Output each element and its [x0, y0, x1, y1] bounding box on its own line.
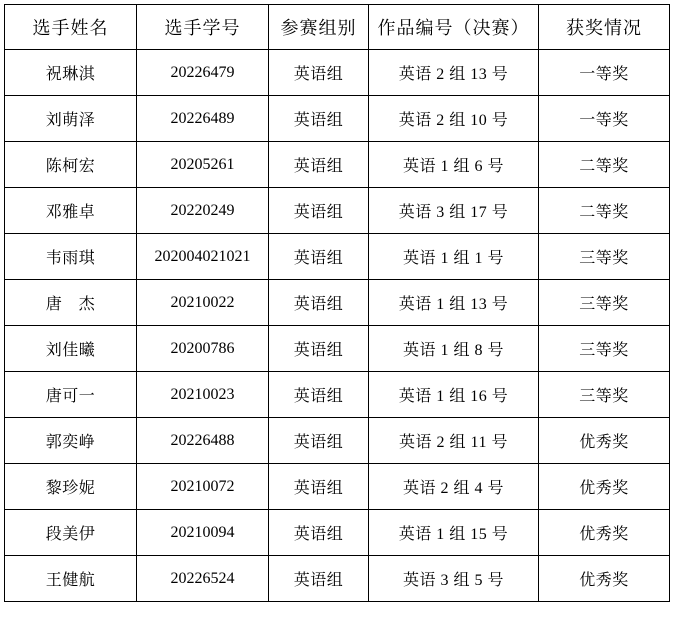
cell-award: 优秀奖 [539, 510, 670, 556]
table-row [5, 510, 670, 556]
cell-award: 三等奖 [539, 326, 670, 372]
cell-work-number: 英语 1 组 15 号 [369, 510, 539, 556]
table-row [5, 464, 670, 510]
cell-work-number: 英语 2 组 4 号 [369, 464, 539, 510]
cell-work-number: 英语 1 组 13 号 [369, 280, 539, 326]
cell-student-id: 20205261 [137, 142, 269, 188]
cell-name: 刘佳曦 [5, 326, 137, 372]
cell-group: 英语组 [269, 142, 369, 188]
cell-work-number: 英语 1 组 16 号 [369, 372, 539, 418]
cell-student-id: 202004021021 [137, 234, 269, 280]
cell-work-number: 英语 1 组 1 号 [369, 234, 539, 280]
cell-group: 英语组 [269, 188, 369, 234]
cell-award: 优秀奖 [539, 464, 670, 510]
cell-group: 英语组 [269, 96, 369, 142]
cell-group: 英语组 [269, 234, 369, 280]
table-row [5, 280, 670, 326]
table-row [5, 50, 670, 96]
cell-student-id: 20210022 [137, 280, 269, 326]
cell-group: 英语组 [269, 372, 369, 418]
cell-work-number: 英语 1 组 8 号 [369, 326, 539, 372]
table-header-row [5, 5, 670, 50]
cell-student-id: 20226479 [137, 50, 269, 96]
cell-award: 二等奖 [539, 142, 670, 188]
cell-award: 优秀奖 [539, 556, 670, 602]
column-header-name: 选手姓名 [5, 5, 137, 50]
cell-name: 段美伊 [5, 510, 137, 556]
cell-work-number: 英语 2 组 10 号 [369, 96, 539, 142]
cell-award: 一等奖 [539, 96, 670, 142]
table-row [5, 188, 670, 234]
cell-group: 英语组 [269, 556, 369, 602]
cell-name: 陈柯宏 [5, 142, 137, 188]
cell-work-number: 英语 3 组 17 号 [369, 188, 539, 234]
cell-student-id: 20210094 [137, 510, 269, 556]
cell-work-number: 英语 1 组 6 号 [369, 142, 539, 188]
table-body [5, 50, 670, 602]
cell-name: 唐 杰 [5, 280, 137, 326]
cell-work-number: 英语 2 组 13 号 [369, 50, 539, 96]
cell-group: 英语组 [269, 326, 369, 372]
column-header-work-number: 作品编号（决赛） [369, 5, 539, 50]
column-header-group: 参赛组别 [269, 5, 369, 50]
cell-student-id: 20200786 [137, 326, 269, 372]
table-row [5, 142, 670, 188]
cell-name: 郭奕峥 [5, 418, 137, 464]
cell-group: 英语组 [269, 280, 369, 326]
cell-name: 祝琳淇 [5, 50, 137, 96]
cell-student-id: 20226488 [137, 418, 269, 464]
award-results-table [4, 4, 670, 602]
cell-name: 邓雅卓 [5, 188, 137, 234]
cell-group: 英语组 [269, 50, 369, 96]
cell-award: 优秀奖 [539, 418, 670, 464]
table-row [5, 96, 670, 142]
table-header [5, 5, 670, 50]
cell-student-id: 20210023 [137, 372, 269, 418]
column-header-student-id: 选手学号 [137, 5, 269, 50]
cell-name: 刘萌泽 [5, 96, 137, 142]
table-row [5, 326, 670, 372]
table-row [5, 372, 670, 418]
cell-student-id: 20226524 [137, 556, 269, 602]
table-row [5, 234, 670, 280]
cell-award: 三等奖 [539, 280, 670, 326]
cell-work-number: 英语 3 组 5 号 [369, 556, 539, 602]
cell-name: 韦雨琪 [5, 234, 137, 280]
cell-student-id: 20220249 [137, 188, 269, 234]
cell-award: 二等奖 [539, 188, 670, 234]
cell-name: 黎珍妮 [5, 464, 137, 510]
cell-award: 三等奖 [539, 234, 670, 280]
table-row [5, 556, 670, 602]
cell-name: 唐可一 [5, 372, 137, 418]
cell-group: 英语组 [269, 510, 369, 556]
cell-work-number: 英语 2 组 11 号 [369, 418, 539, 464]
table-row [5, 418, 670, 464]
cell-student-id: 20226489 [137, 96, 269, 142]
cell-group: 英语组 [269, 418, 369, 464]
column-header-award: 获奖情况 [539, 5, 670, 50]
cell-student-id: 20210072 [137, 464, 269, 510]
cell-name: 王健航 [5, 556, 137, 602]
cell-award: 一等奖 [539, 50, 670, 96]
cell-award: 三等奖 [539, 372, 670, 418]
cell-group: 英语组 [269, 464, 369, 510]
